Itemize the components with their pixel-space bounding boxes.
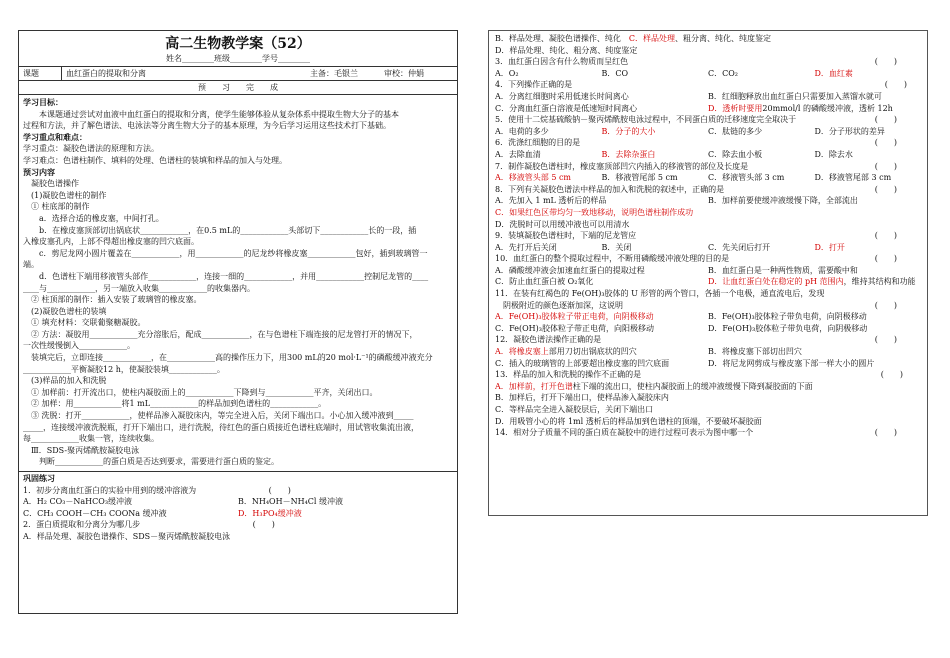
option-a-answer: A．加样前，打开色谱 [495, 381, 573, 391]
answer-paren: ( ) [874, 161, 897, 171]
focus-heading: 学习重点和难点： [23, 131, 87, 142]
answer-paren: ( ) [874, 254, 897, 264]
option-d: D．分子形状的差异 [814, 126, 885, 136]
preview-line: 每____________收集一管，连续收集。 [23, 434, 159, 444]
goal-text: 本课题通过尝试对血液中血红蛋白的提取和分离，使学生能够体验从复杂体系中提取生物大分子的基本 [23, 109, 399, 119]
q12-options-row2 [495, 358, 921, 370]
preview-line: ② 柱顶部的制作：插入安装了玻璃管的橡皮塞。 [23, 295, 202, 305]
option-a: A．先打开后关闭 [495, 242, 557, 252]
focus-text: 学习重点：凝胶色谱法的原理和方法。 [23, 144, 159, 154]
option-d: D．打开 [814, 242, 845, 252]
q12-options-row1 [495, 346, 921, 358]
option-b: B．分子的大小 [601, 126, 656, 136]
question-9 [495, 230, 921, 242]
course-title: 血红蛋白的提取和分离 [66, 69, 146, 78]
preview-line: ② 加样：用____________将1 mL____________的样品加到色谱柱的____________。 [23, 399, 327, 409]
q4-options-row2 [495, 103, 921, 115]
option-b: B．样品处理、凝胶色谱操作、纯化 [495, 34, 629, 43]
answer-paren: ( ) [268, 485, 291, 495]
option-c: C．移液管头部 3 cm [708, 173, 785, 183]
answer-paren: ( ) [874, 428, 897, 438]
option-b: B．去除杂蛋白 [601, 149, 656, 159]
option-d: D．除去水 [814, 149, 853, 159]
preview-line: ① 加样前：打开流出口，使柱内凝胶面上的____________下降到与____________平齐，关闭出口。 [23, 387, 378, 397]
option-c: C．防止血红蛋白被 O₂氧化 [495, 277, 594, 287]
question-text: 4．下列操作正确的是 [495, 80, 573, 90]
question-1 [23, 485, 453, 497]
q11-options-row2 [495, 323, 921, 335]
question-10 [495, 253, 921, 265]
option-d-rest: ，维持其结构和功能 [843, 277, 916, 287]
answer-paren: ( ) [874, 231, 897, 241]
option-a: A．H₂ CO₃－NaHCO₃缓冲液 [23, 497, 133, 507]
answer-paren: ( ) [874, 184, 897, 194]
answer-paren: ( ) [874, 138, 897, 148]
q4-options-row1 [495, 91, 921, 103]
reviewer: 审校：仲娟 [384, 69, 424, 78]
preview-line: b．在橡皮塞顶部切出锅底状____________，在0.5 mL的____________头部切下____________长的一段，插 [23, 225, 417, 235]
preview-banner: 预 习 完 成 [198, 83, 278, 92]
question-5 [495, 114, 921, 126]
difficulty-text: 学习难点：色谱柱制作、填料的处理、色谱柱的装填和样品的加入与处理。 [23, 155, 287, 165]
option-a-rest: 部用刀切出锅底状的凹穴 [548, 347, 637, 357]
goal-heading: 学习目标： [23, 97, 63, 107]
option-b: B．Fe(OH)₃胶体粒子带负电荷，向阴极移动 [708, 312, 867, 322]
preview-line: ② 方法：凝胶用____________充分溶胀后，配成____________，在与色谱柱下端连接的尼龙管打开的情况下， [23, 329, 418, 339]
option-c: C．分离血红蛋白溶液是低速短时间离心 [495, 103, 638, 113]
q5-options [495, 126, 921, 138]
option-c: C．如果红色区带均匀一致地移动，说明色谱柱制作成功 [495, 207, 694, 217]
question-8 [495, 184, 921, 196]
option-b: B．将橡皮塞下部切出凹穴 [708, 347, 802, 357]
answer-paren: ( ) [884, 80, 907, 90]
preview-line: _____，连接缓冲液洗脱瓶，打开下端出口，进行洗脱，待红色的蛋白质接近色谱柱底端时，用试管收集流出液， [23, 422, 419, 432]
option-c-rest: 、粗分离、纯化、纯度鉴定 [675, 34, 772, 43]
question-7 [495, 161, 921, 173]
option-b: B．加样前要使缓冲液缓慢下降，全部流出 [708, 196, 858, 206]
option-d: D．移液管尾部 3 cm [814, 173, 892, 183]
preview-line: 一次性缓慢倒入____________。 [23, 341, 135, 351]
question-14 [495, 427, 921, 439]
preview-line: 判断____________的蛋白质是否达到要求，需要进行蛋白质的鉴定。 [23, 457, 279, 467]
question-text: 5．使用十二烷基硫酸钠－聚丙烯酰胺电泳过程中，不同蛋白质的迁移速度完全取决于 [495, 115, 797, 125]
option-c: C．CH₃ COOH－CH₃ COONa 缓冲液 [23, 508, 167, 518]
option-d: D．将尼龙网剪成与橡皮塞下部一样大小的圆片 [708, 358, 875, 368]
right-column [488, 30, 928, 516]
answer-paren: ( ) [874, 335, 897, 345]
question-text: 阴极附近的颜色逐渐加深，这说明 [495, 300, 623, 310]
practice-heading: 巩固练习 [23, 473, 55, 483]
preview-line: 凝胶色谱操作 [23, 179, 79, 189]
question-11: 11．在装有红褐色的 Fe(OH)₃胶体的 U 形管的两个管口，各插一个电极，通直流电后，发现 [495, 289, 825, 299]
preview-line: (1)凝胶色谱柱的制作 [23, 190, 107, 200]
option-c: C．等样品完全进入凝胶层后，关闭下端出口 [495, 405, 654, 414]
option-d: D．洗脱时可以用缓冲液也可以用清水 [495, 219, 630, 229]
option-d: D．血红素 [814, 68, 853, 78]
question-13 [495, 369, 921, 381]
option-b: B．加样后，打开下端出口，使样品渗入凝胶床内 [495, 393, 669, 403]
option-a: A．电荷的多少 [495, 126, 549, 136]
preview-line: 装填完后，立即连接____________，在____________高的操作压力下，用300 mL的20 mol·L⁻¹的磷酸缓冲液充分 [23, 353, 433, 363]
preview-line: ③ 洗脱：打开____________，使样品渗入凝胶床内，等完全进入后，关闭下端出口。小心加入缓冲液到_____ [23, 411, 414, 421]
q9-options [495, 242, 921, 254]
q11-options-row1 [495, 311, 921, 323]
q10-options-row1 [495, 265, 921, 277]
option-c: C．CO₂ [708, 68, 739, 78]
question-text: 9．装填凝胶色谱柱时，下端的尼龙管应 [495, 231, 637, 241]
q7-options [495, 172, 921, 184]
course-row [19, 67, 457, 80]
preview-line: d．色谱柱下端用移液管头部作____________，连接一细的____________，并用____________控制尼龙管的____ [23, 271, 429, 281]
option-c: C．插入的玻璃管的上部要超出橡皮塞的凹穴底面 [495, 358, 670, 368]
answer-paren: ( ) [252, 520, 275, 530]
preview-content [23, 178, 453, 468]
question-text: 2．蛋白质提取和分离分为哪几步 [23, 520, 141, 530]
question-3 [495, 56, 921, 68]
question-text: 10．血红蛋白的整个提取过程中，不断用磷酸缓冲液处理的目的是 [495, 254, 730, 264]
page-title: 高二生物教学案（52） [165, 36, 311, 52]
q6-options [495, 149, 921, 161]
preview-line: 端。 [23, 260, 39, 270]
q3-options [495, 68, 921, 80]
student-info-line: 姓名________班级________学号________ [166, 54, 310, 63]
answer-paren: ( ) [874, 300, 897, 310]
option-a: A．分离红细胞时采用低速长时间离心 [495, 91, 629, 101]
question-2 [23, 519, 453, 531]
option-d: D．Fe(OH)₃胶体粒子带负电荷，向阴极移动 [708, 323, 868, 333]
question-4 [495, 79, 921, 91]
option-c-answer: C．样品处理 [628, 34, 676, 43]
option-d: D．H₃PO₄缓冲液 [238, 508, 302, 518]
option-a [495, 381, 921, 393]
left-column [18, 30, 458, 614]
option-a: A．Fe(OH)₃胶体粒子带正电荷，向阴极移动 [495, 312, 654, 322]
option-a: A．先加入 1 mL 透析后的样品 [495, 196, 607, 206]
preview-line: 入橡皮塞孔内，上部不得超出橡皮塞的凹穴底面。 [23, 237, 199, 247]
preview-line: (3)样品的加入和洗脱 [23, 376, 107, 386]
question-text: 6．洗涤红细胞的目的是 [495, 138, 581, 148]
question-text: 1．初步分离血红蛋白的实验中用到的缓冲溶液为 [23, 485, 197, 495]
goal-text: 过程和方法，并了解色谱法、电泳法等分离生物大分子的基本原理，为今后学习运用这些技术打下基础。 [23, 121, 391, 131]
preview-line: ____________平衡凝胶12 h，使凝胶装填____________。 [23, 364, 225, 374]
preview-line: (2)凝胶色谱柱的装填 [23, 306, 107, 316]
option-a: A．将橡皮塞上 [495, 347, 549, 357]
option-c: C．肽链的多少 [708, 126, 763, 136]
answer-paren: ( ) [880, 370, 903, 380]
answer-paren: ( ) [874, 115, 897, 125]
option-d: D．让血红蛋白处在稳定的 pH 范围内 [708, 277, 844, 287]
option-a: A．磷酸缓冲液会加速血红蛋白的提取过程 [495, 265, 645, 275]
option-a: A．去除血清 [495, 149, 541, 159]
editor: 主备：毛银兰 [310, 69, 358, 78]
question-text: 12．凝胶色谱法操作正确的是 [495, 335, 602, 345]
option-c: C．先关闭后打开 [708, 242, 771, 252]
q8-options-row1 [495, 195, 921, 207]
option-c: C．Fe(OH)₃胶体粒子带正电荷，向阳极移动 [495, 323, 654, 333]
question-text: 14．相对分子质量不同的蛋白质在凝胶中的进行过程可表示为图中哪一个 [495, 428, 754, 438]
option-c: C．除去血小板 [708, 149, 763, 159]
option-a-rest: 柱下端的流出口，使柱内凝胶面上的缓冲液缓慢下降到凝胶面的下面 [572, 381, 813, 391]
q1-options-row1 [23, 496, 453, 508]
preview-line: ① 填充材料：交联葡聚糖凝胶。 [23, 318, 146, 328]
option-b: B．血红蛋白是一种两性物质，需要酸中和 [708, 265, 858, 275]
question-6 [495, 137, 921, 149]
option-d: D．透析时要用 [708, 103, 763, 113]
option-d-rest: 20mmol/l 的磷酸缓冲液，透析 12h [762, 103, 893, 113]
option-a: A．O₂ [495, 68, 519, 78]
option-b: B．NH₄OH－NH₄Cl 缓冲液 [238, 497, 344, 507]
question-text: 8．下列有关凝胶色谱法中样品的加入和洗脱的叙述中，正确的是 [495, 184, 725, 194]
answer-paren: ( ) [874, 57, 897, 67]
question-text: 3．血红蛋白因含有什么物质而呈红色 [495, 57, 629, 67]
q2-option-bc [495, 33, 921, 45]
option-b: B．红细胞释放出血红蛋白只需要加入蒸馏水就可 [708, 91, 882, 101]
option-d: D．用吸管小心的将 1ml 透析后的样品加到色谱柱的顶端，不要破坏凝胶面 [495, 416, 762, 426]
preview-line: ____与____________，另一端放入收集____________的收集器内。 [23, 283, 255, 293]
option-a: A．样品处理、凝胶色谱操作、SDS－聚丙烯酰胺凝胶电泳 [23, 531, 231, 541]
option-b: B．关闭 [601, 242, 632, 252]
preview-line: ① 柱底部的制作 [23, 202, 90, 212]
question-text: 7．制作凝胶色谱柱时，橡皮塞顶部凹穴内插入的移液管的部位及长度是 [495, 161, 749, 171]
preview-line: c．剪尼龙网小圆片覆盖在____________，用____________的尼龙纱将橡皮塞____________包好，插到玻璃管一 [23, 248, 428, 258]
q10-options-row2 [495, 276, 921, 288]
question-12 [495, 334, 921, 346]
option-b: B．移液管尾部 5 cm [601, 173, 678, 183]
q1-options-row2 [23, 508, 453, 520]
preview-heading: 预习内容 [23, 166, 55, 177]
option-a: A．移液管头部 5 cm [495, 173, 572, 183]
option-d: D．样品处理、纯化、粗分离、纯度鉴定 [495, 45, 638, 55]
preview-line: a．选择合适的橡皮塞，中间打孔。 [23, 213, 164, 223]
preview-line: Ⅲ．SDS-聚丙烯酰胺凝胶电泳 [23, 445, 140, 455]
option-b: B．CO [601, 68, 629, 78]
course-label: 课题 [19, 67, 62, 80]
question-text: 13．样品的加入和洗脱的操作不正确的是 [495, 370, 642, 380]
question-11-cont [495, 300, 921, 312]
